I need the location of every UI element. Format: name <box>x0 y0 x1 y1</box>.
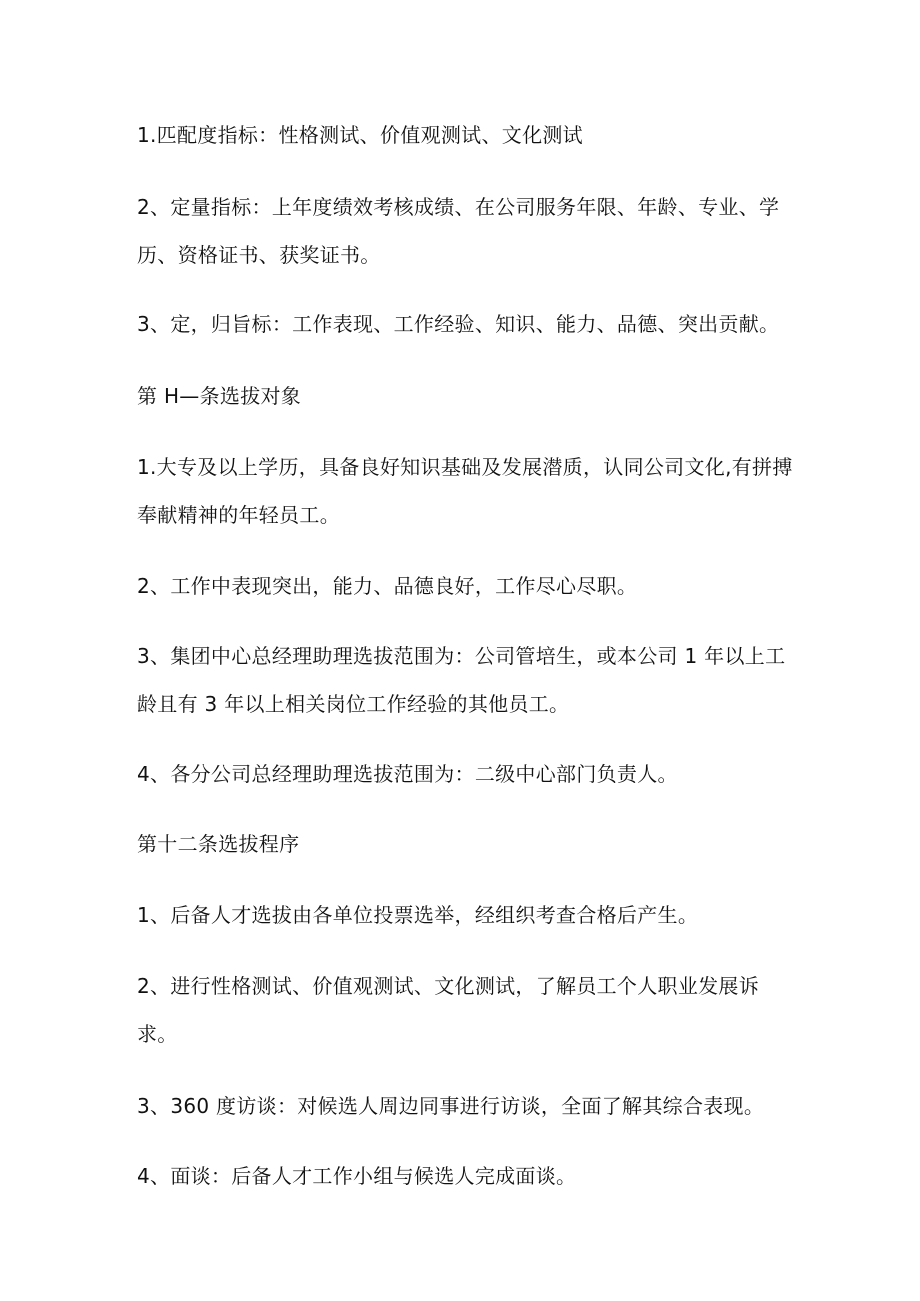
paragraph-matching-indicators <box>137 111 787 159</box>
text-line: 奉献精神的年轻员工。 <box>137 503 340 527</box>
paragraph-branch-scope <box>137 750 787 798</box>
paragraph-procedure-interviews <box>137 1082 787 1130</box>
paragraph-group-scope <box>137 632 787 728</box>
text-line: 4、面谈：后备人才工作小组与候选人完成面谈。 <box>137 1164 577 1188</box>
paragraph-procedure-tests <box>137 962 787 1058</box>
text-line: 3、360 度访谈：对候选人周边同事进行访谈，全面了解其综合表现。 <box>137 1094 765 1118</box>
text-line: 3、定，归旨标：工作表现、工作经验、知识、能力、品德、突出贡献。 <box>137 312 780 336</box>
text-line: 4、各分公司总经理助理选拔范围为：二级中心部门负责人。 <box>137 762 678 786</box>
text-line: 第十二条选拔程序 <box>137 832 300 856</box>
text-line: 1.匹配度指标：性格测试、价值观测试、文化测试 <box>137 123 583 147</box>
text-line: 第 H—条选拔对象 <box>137 384 302 408</box>
section-heading-selection-targets <box>137 372 787 420</box>
paragraph-qualitative-indicators <box>137 300 787 348</box>
paragraph-procedure-voting <box>137 891 787 939</box>
paragraph-target-performance <box>137 562 787 610</box>
paragraph-procedure-face-to-face <box>137 1152 787 1200</box>
text-line: 历、资格证书、获奖证书。 <box>137 243 381 267</box>
text-line: 龄且有 3 年以上相关岗位工作经验的其他员工。 <box>137 692 570 716</box>
text-line: 1.大专及以上学历，具备良好知识基础及发展潜质，认同公司文化,有拼搏 <box>137 455 793 479</box>
text-line: 2、工作中表现突出，能力、品德良好，工作尽心尽职。 <box>137 574 638 598</box>
text-line: 1、后备人才选拔由各单位投票选举，经组织考查合格后产生。 <box>137 903 699 927</box>
text-line: 3、集团中心总经理助理选拔范围为：公司管培生，或本公司 1 年以上工 <box>137 644 786 668</box>
text-line: 2、定量指标：上年度绩效考核成绩、在公司服务年限、年龄、专业、学 <box>137 195 780 219</box>
paragraph-target-education <box>137 443 793 539</box>
paragraph-quantitative-indicators <box>137 183 787 279</box>
section-heading-selection-procedure <box>137 820 787 868</box>
text-line: 求。 <box>137 1022 178 1046</box>
text-line: 2、进行性格测试、价值观测试、文化测试，了解员工个人职业发展诉 <box>137 974 760 998</box>
